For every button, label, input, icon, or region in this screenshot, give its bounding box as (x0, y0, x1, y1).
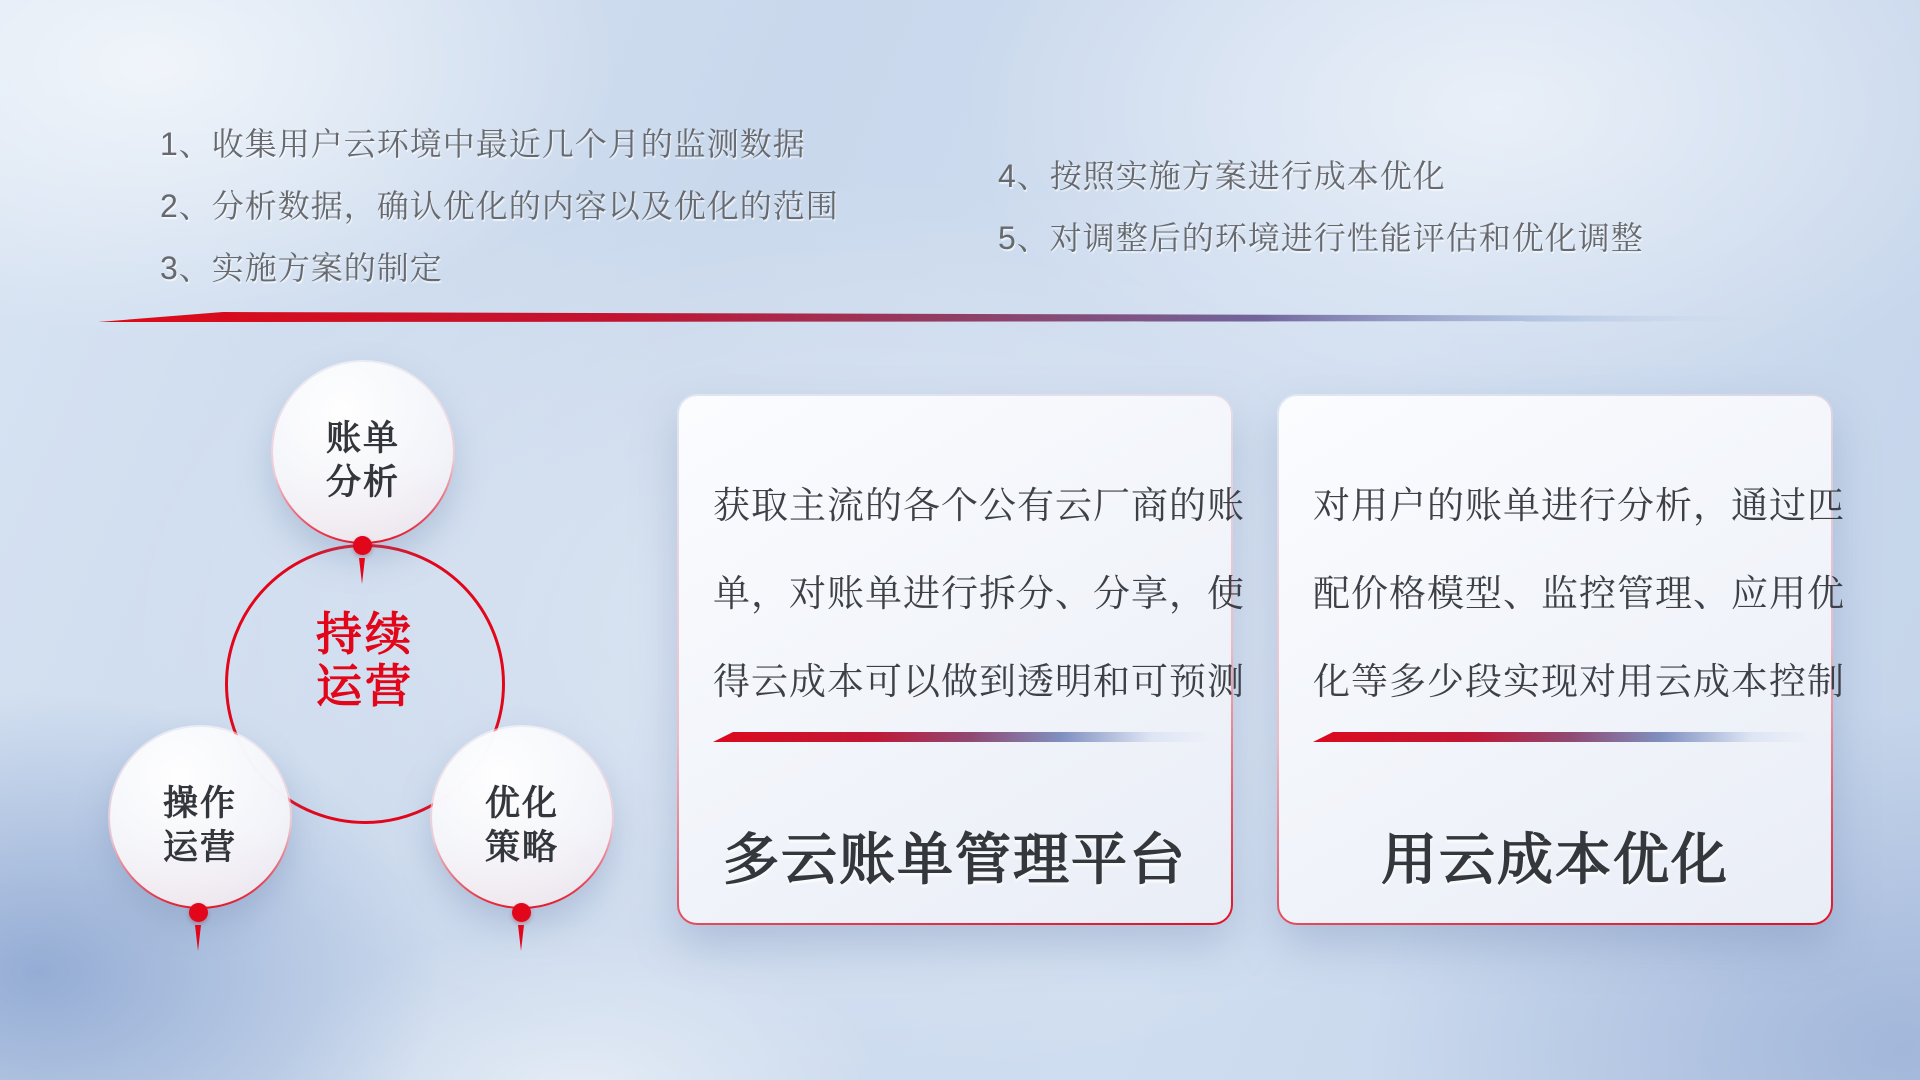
cycle-center-line1: 持续 (316, 608, 414, 660)
red-needle-icon (518, 925, 524, 951)
steps-list-right (998, 145, 1644, 269)
step-item-4: 4、按照实施方案进行成本优化 (998, 158, 1446, 194)
step-item-3: 3、实施方案的制定 (160, 250, 443, 286)
step-item-1: 1、收集用户云环境中最近几个月的监测数据 (160, 126, 806, 162)
red-dot-icon (189, 903, 208, 922)
section-divider (98, 308, 1758, 326)
card-cost-body (1313, 462, 1845, 726)
optimize-strategy-line2: 策略 (484, 828, 559, 867)
card-multicloud-billing (677, 394, 1245, 925)
cycle-center-line2: 运营 (316, 660, 414, 712)
circle-operation (108, 725, 292, 909)
connector-dot-right (511, 903, 531, 951)
body-line: 得云成本可以做到透明和可预测 (713, 661, 1245, 702)
operation-line2: 运营 (162, 828, 237, 867)
body-line: 单，对账单进行拆分、分享，使 (713, 573, 1245, 614)
body-line: 获取主流的各个公有云厂商的账 (713, 485, 1245, 526)
card-cost-optimization (1277, 394, 1845, 925)
card-multicloud-title: 多云账单管理平台 (723, 828, 1187, 891)
body-line: 对用户的账单进行分析，通过匹 (1313, 485, 1845, 526)
connector-dot-left (188, 903, 208, 951)
step-item-2: 2、分析数据，确认优化的内容以及优化的范围 (160, 188, 839, 224)
connector-dot-top (352, 536, 372, 584)
card-multicloud-body (713, 462, 1245, 726)
card-cost-title: 用云成本优化 (1381, 828, 1729, 891)
bill-analysis-line2: 分析 (325, 463, 400, 502)
card-accent-line (1313, 732, 1811, 742)
red-dot-icon (353, 536, 372, 555)
optimize-strategy-line1: 优化 (484, 784, 559, 823)
card-accent-line (713, 732, 1211, 742)
step-item-5: 5、对调整后的环境进行性能评估和优化调整 (998, 220, 1644, 256)
red-needle-icon (195, 925, 201, 951)
bill-analysis-line1: 账单 (325, 419, 400, 458)
steps-list-left (160, 113, 839, 299)
operation-line1: 操作 (162, 784, 237, 823)
body-line: 化等多少段实现对用云成本控制 (1313, 661, 1845, 702)
circle-bill-analysis (271, 360, 455, 544)
circle-optimize-strategy (430, 725, 614, 909)
body-line: 配价格模型、监控管理、应用优 (1313, 573, 1845, 614)
red-needle-icon (359, 558, 365, 584)
red-dot-icon (512, 903, 531, 922)
cycle-center-label (225, 608, 505, 712)
